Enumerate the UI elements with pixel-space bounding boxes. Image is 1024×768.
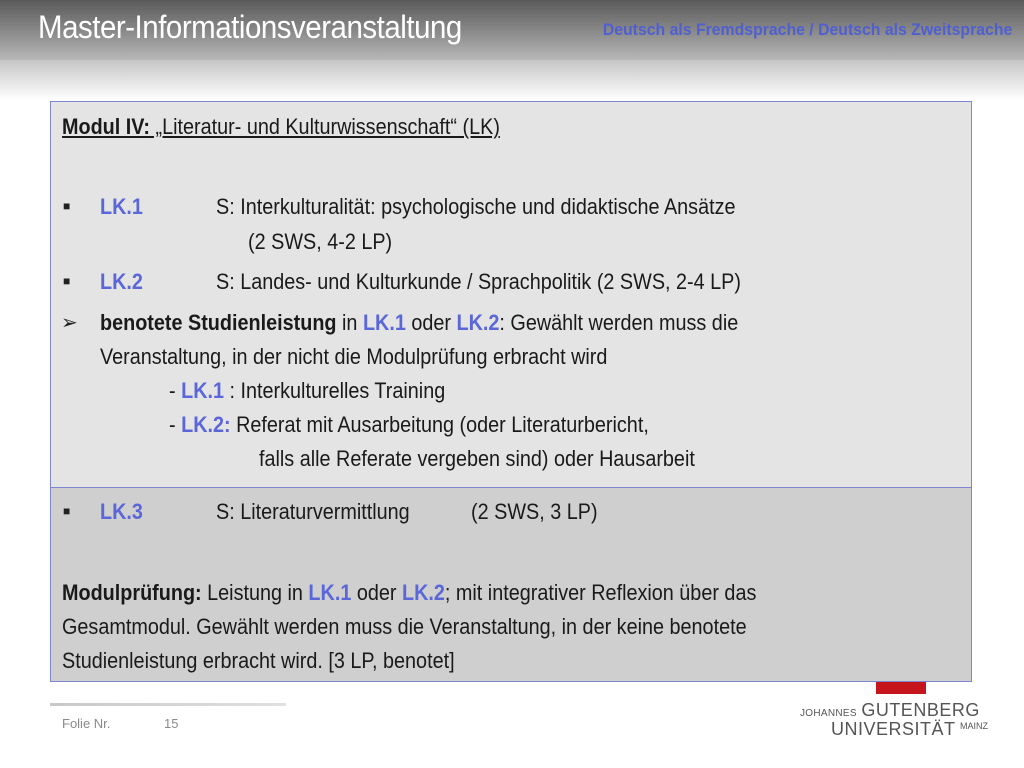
lk1-sws: (2 SWS, 4-2 LP) [248,229,393,254]
logo-red-bar [876,682,926,694]
square-bullet-icon: ■ [63,199,71,213]
university-logo-line1 [800,700,980,721]
graded-work-note: benotete Studienleistung in LK.1 oder LK.2: Gewählt werden muss die [100,310,739,335]
option-lk1: - LK.1 : Interkulturelles Training [169,378,446,403]
slide-number: 15 [164,716,179,731]
footer-divider [50,703,286,706]
slide-number-label: Folie Nr. [62,716,111,731]
option-lk2: - LK.2: Referat mit Ausarbeitung (oder Literaturbericht, [169,412,649,437]
lk1-code: LK.1 [100,194,143,219]
graded-work-note-line2: Veranstaltung, in der nicht die Modulprüfung erbracht wird [100,344,608,369]
square-bullet-icon: ■ [63,274,71,288]
slide-subtitle: Deutsch als Fremdsprache / Deutsch als Zweitsprache [602,20,1012,39]
module-heading-label: Modul IV: [62,114,150,139]
option-lk2-line2: falls alle Referate vergeben sind) oder Hausarbeit [259,446,695,471]
square-bullet-icon: ■ [63,504,71,518]
module-box-top [50,101,972,488]
slide-title: Master-Informationsveranstaltung [38,9,462,45]
module-exam: Modulprüfung: Leistung in LK.1 oder LK.2; mit integrativer Reflexion über das [62,580,757,605]
lk3-code: LK.3 [100,499,143,524]
module-exam-line2: Gesamtmodul. Gewählt werden muss die Veranstaltung, in der keine benotete [62,614,747,639]
arrow-bullet-icon: ➢ [61,312,78,334]
university-logo-line2 [831,719,988,740]
logo-mainz: MAINZ [959,721,988,731]
module-box-bottom [50,488,972,682]
lk3-description: S: Literaturvermittlung [216,499,410,524]
logo-universitaet: UNIVERSITÄT [831,719,956,739]
lk2-code: LK.2 [100,269,143,294]
module-heading [62,114,500,140]
header-shadow [0,60,1024,100]
module-exam-line3: Studienleistung erbracht wird. [3 LP, benotet] [62,648,455,673]
logo-gutenberg: GUTENBERG [861,700,980,720]
logo-johannes: JOHANNES [800,708,857,719]
lk2-description: S: Landes- und Kulturkunde / Sprachpolitik (2 SWS, 2-4 LP) [216,269,741,294]
lk1-description: S: Interkulturalität: psychologische und didaktische Ansätze [216,194,736,219]
module-heading-title: „Literatur- und Kulturwissenschaft“ (LK) [149,114,500,139]
lk3-sws: (2 SWS, 3 LP) [471,499,598,524]
